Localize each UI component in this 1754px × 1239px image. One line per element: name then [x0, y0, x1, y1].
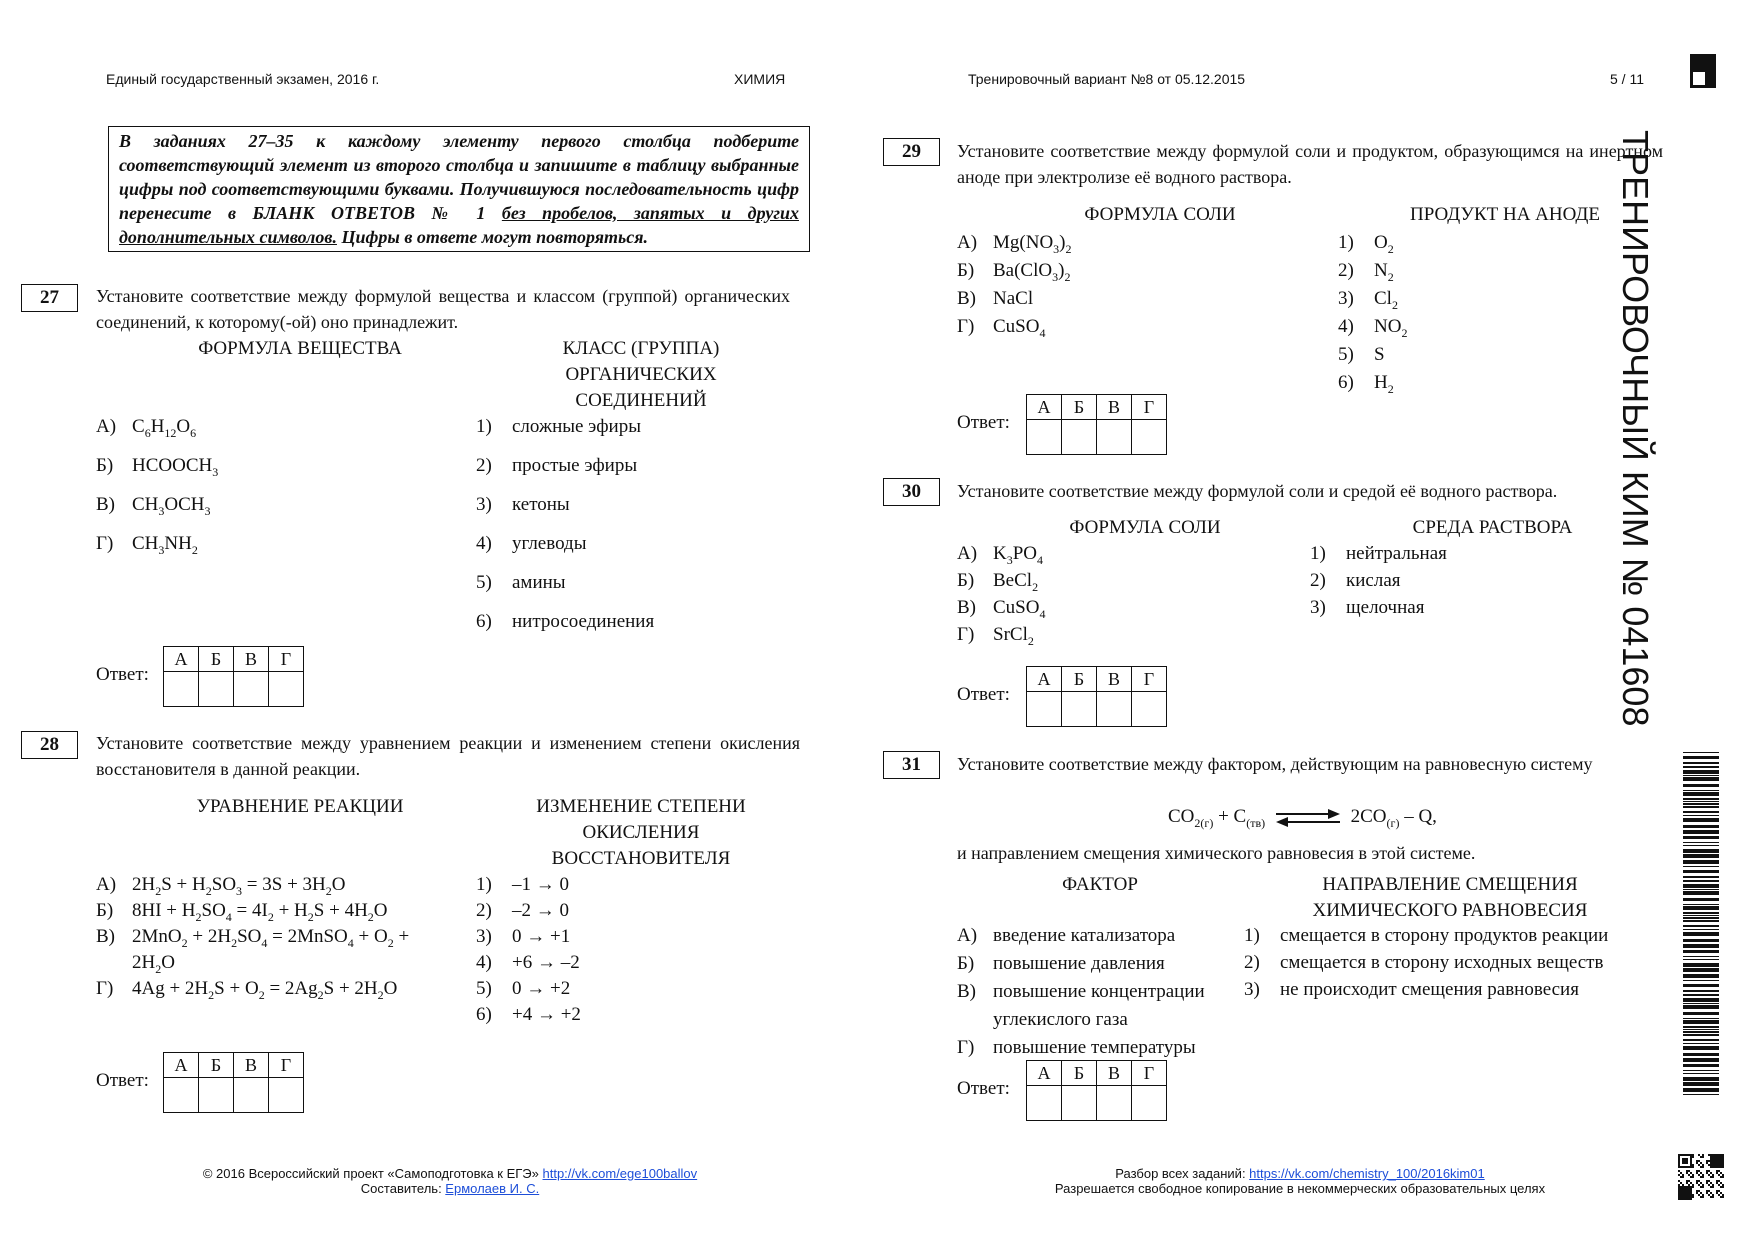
- right-option: [1244, 952, 1603, 974]
- option-key: 4): [476, 952, 492, 973]
- option-key: Г): [96, 978, 114, 999]
- right-option: [476, 572, 566, 594]
- task-29-answer-table: [1026, 394, 1167, 455]
- right-option: [1244, 979, 1579, 1001]
- left-option: [96, 494, 211, 519]
- option-value: нейтральная: [1346, 543, 1447, 564]
- task-30-text: Установите соответствие между формулой соли и средой её водного раствора.: [957, 481, 1558, 501]
- option-value: $HCOOCH_3$: [132, 455, 219, 479]
- answer-letter: А: [164, 647, 199, 672]
- option-key: 3): [476, 926, 492, 947]
- answer-cell[interactable]: [1062, 692, 1097, 727]
- right-option: [476, 978, 570, 1000]
- right-option: [476, 874, 569, 896]
- answer-letter: В: [1097, 395, 1132, 420]
- right-option: [476, 952, 580, 974]
- right-option: [1310, 570, 1401, 592]
- option-key: 4): [476, 533, 492, 554]
- task-29-number: 29: [883, 138, 940, 166]
- answer-cell[interactable]: [1132, 1086, 1167, 1121]
- footer-left: [130, 1166, 770, 1196]
- answer-letter: В: [1097, 667, 1132, 692]
- task-30-answer-label: Ответ:: [957, 684, 1010, 705]
- task-27-number: 27: [21, 284, 78, 312]
- option-value: $2MnO_2 + 2H_2SO_4$ = 2MnSO$_4$ + $O_2$ +: [132, 926, 410, 950]
- instructions-box: [108, 126, 810, 252]
- option-value: $H_2$: [1374, 372, 1394, 396]
- answer-letter: Г: [1132, 395, 1167, 420]
- right-option: [1244, 925, 1608, 947]
- footer-author-link[interactable]: Ермолаев И. С.: [445, 1181, 540, 1196]
- answer-cell[interactable]: [199, 672, 234, 707]
- task-31-answer-table: [1026, 1060, 1167, 1121]
- option-value: амины: [512, 572, 566, 593]
- answer-cell[interactable]: [1097, 692, 1132, 727]
- option-value: BeCl$_2$: [993, 570, 1039, 594]
- option-key: 6): [476, 611, 492, 632]
- left-option: [957, 1009, 1128, 1031]
- header-variant: Тренировочный вариант №8 от 05.12.2015: [968, 71, 1246, 87]
- option-value: смещается в сторону исходных веществ: [1280, 952, 1604, 973]
- right-option: [476, 926, 570, 948]
- option-value: кетоны: [512, 494, 570, 515]
- option-key: 3): [1338, 288, 1354, 309]
- left-option: [96, 952, 175, 977]
- option-value: CuSO$_4$: [993, 316, 1046, 340]
- answer-cell[interactable]: [269, 672, 304, 707]
- option-value: –2 → 0: [512, 900, 569, 921]
- answer-cell[interactable]: [1097, 1086, 1132, 1121]
- corner-marker-icon: [1690, 54, 1716, 88]
- task-28-answer-label: Ответ:: [96, 1070, 149, 1091]
- option-value: $NO_2$: [1374, 316, 1408, 340]
- option-value: $N_2$: [1374, 260, 1394, 284]
- right-option: [476, 1004, 581, 1026]
- left-option: [96, 926, 409, 951]
- option-key: 1): [1244, 925, 1260, 946]
- option-value: $K_3PO_4$: [993, 543, 1044, 567]
- task-31-text-2: и направлением смещения химического равновесия в этой системе.: [957, 843, 1476, 863]
- option-value: углеводы: [512, 533, 587, 554]
- left-option: [96, 455, 218, 480]
- footer-right: [1010, 1166, 1590, 1196]
- option-key: В): [957, 597, 976, 618]
- left-option: [96, 874, 346, 899]
- answer-letter: Б: [1062, 395, 1097, 420]
- option-value: $8HI + H_2SO_4 = 4I_2 + H_2S + 4H_2O$: [132, 900, 388, 924]
- option-key: 5): [476, 978, 492, 999]
- answer-letter: В: [234, 647, 269, 672]
- option-key: А): [96, 416, 117, 437]
- footer-author-text: Составитель:: [360, 1181, 446, 1196]
- left-option: [957, 1037, 1196, 1059]
- task-31-number: 31: [883, 751, 940, 779]
- option-value: –1 → 0: [512, 874, 569, 895]
- footer-project-text: © 2016 Всероссийский проект «Самоподготовка к ЕГЭ»: [202, 1166, 543, 1181]
- right-option: [476, 533, 586, 555]
- option-key: 5): [476, 572, 492, 593]
- task-31-equation: [1168, 806, 1437, 831]
- right-option: [476, 494, 570, 516]
- footer-analysis-text: Разбор всех заданий:: [1115, 1166, 1250, 1181]
- option-value: $CH_3OCH_3$: [132, 494, 211, 518]
- option-value: нитросоединения: [512, 611, 655, 632]
- vertical-variant-title: ТРЕНИРОВОЧНЫЙ КИМ № 041608: [1615, 130, 1656, 727]
- right-option: [476, 455, 637, 477]
- equation-products: $2CO_{(г)}$ – Q,: [1350, 806, 1437, 830]
- answer-letter: Б: [1062, 667, 1097, 692]
- task-31-text: Установите соответствие между фактором, действующим на равновесную систему: [957, 754, 1593, 774]
- option-key: Б): [957, 570, 975, 591]
- task-30-right-header: СРЕДА РАСТВОРА: [1412, 517, 1573, 538]
- left-option: [957, 232, 1072, 257]
- answer-cell[interactable]: [1062, 420, 1097, 455]
- option-key: Б): [957, 953, 975, 974]
- option-key: Б): [96, 900, 114, 921]
- right-option: [1310, 543, 1447, 565]
- option-value: сложные эфиры: [512, 416, 641, 437]
- right-option: [1338, 372, 1394, 397]
- answer-cell[interactable]: [1027, 420, 1062, 455]
- footer-project-link[interactable]: http://vk.com/ege100ballov: [542, 1166, 698, 1181]
- instructions-underlined: без пробелов, запятых и других дополнительных символов.: [119, 203, 799, 247]
- right-option: [1338, 232, 1394, 257]
- answer-cell[interactable]: [164, 672, 199, 707]
- left-option: [96, 416, 196, 441]
- left-option: [957, 543, 1043, 568]
- option-key: 1): [1338, 232, 1354, 253]
- task-27-right-header: КЛАСС (ГРУППА) ОРГАНИЧЕСКИХ СОЕДИНЕНИЙ: [562, 338, 720, 411]
- task-29-left-header: ФОРМУЛА СОЛИ: [1084, 204, 1236, 225]
- answer-letter: В: [1097, 1061, 1132, 1086]
- answer-cell[interactable]: [234, 672, 269, 707]
- footer-analysis-link[interactable]: https://vk.com/chemistry_100/2016kim01: [1249, 1166, 1485, 1181]
- task-28-number: 28: [21, 731, 78, 759]
- answer-cell[interactable]: [234, 1078, 269, 1113]
- task-28-left-header: УРАВНЕНИЕ РЕАКЦИИ: [196, 796, 404, 817]
- option-key: 3): [1244, 979, 1260, 1000]
- option-value: $4Ag + 2H_2S + O_2 = 2Ag_2S + 2H_2O$: [132, 978, 398, 1002]
- option-value: повышение давления: [993, 953, 1165, 974]
- right-option: [1338, 344, 1385, 366]
- answer-cell[interactable]: [164, 1078, 199, 1113]
- option-key: 2): [1244, 952, 1260, 973]
- answer-letter: А: [1027, 1061, 1062, 1086]
- option-value: NaCl: [993, 288, 1034, 309]
- option-value: $Ba(ClO_3)_2$: [993, 260, 1071, 284]
- option-value: SrCl$_2$: [993, 624, 1034, 648]
- task-28-answer-table: [163, 1052, 304, 1113]
- option-value: щелочная: [1346, 597, 1425, 618]
- task-30-left-header: ФОРМУЛА СОЛИ: [1069, 517, 1221, 538]
- option-key: А): [96, 874, 117, 895]
- footer-copyright-note: Разрешается свободное копирование в некоммерческих образовательных целях: [1054, 1181, 1546, 1196]
- option-value: $C_6H_{12}O_6$: [132, 416, 197, 440]
- option-key: Б): [96, 455, 114, 476]
- answer-letter: А: [1027, 395, 1062, 420]
- option-value: +6 → –2: [512, 952, 580, 973]
- option-value: $CH_3NH_2$: [132, 533, 198, 557]
- answer-letter: А: [1027, 667, 1062, 692]
- option-key: В): [957, 981, 976, 1002]
- answer-letter: Г: [1132, 667, 1167, 692]
- answer-letter: Б: [199, 647, 234, 672]
- option-value: повышение концентрации: [993, 981, 1205, 1002]
- task-29-answer-label: Ответ:: [957, 412, 1010, 433]
- answer-cell[interactable]: [199, 1078, 234, 1113]
- header-subject: ХИМИЯ: [734, 71, 786, 87]
- answer-letter: А: [164, 1053, 199, 1078]
- left-option: [957, 316, 1045, 341]
- option-value: повышение температуры: [993, 1037, 1196, 1058]
- left-option: [957, 288, 1033, 310]
- task-28-text: Установите соответствие между уравнением реакции и изменением степени окисления восстановителя в данной реакции.: [96, 733, 800, 779]
- option-key: Б): [957, 260, 975, 281]
- option-value: не происходит смещения равновесия: [1280, 979, 1579, 1000]
- task-29-text: Установите соответствие между формулой соли и продуктом, образующимся на инертном аноде при электролизе её водного раствора.: [957, 141, 1663, 187]
- answer-cell[interactable]: [1132, 420, 1167, 455]
- option-value: $O_2$: [1374, 232, 1394, 256]
- left-option: [957, 981, 1205, 1003]
- option-value: простые эфиры: [512, 455, 638, 476]
- barcode-icon: [1683, 752, 1719, 1100]
- option-key: 1): [476, 416, 492, 437]
- option-key: Г): [96, 533, 114, 554]
- option-key: 3): [1310, 597, 1326, 618]
- option-key: А): [957, 543, 978, 564]
- option-value: 0 → +1: [512, 926, 571, 947]
- answer-cell[interactable]: [1097, 420, 1132, 455]
- option-key: 1): [476, 874, 492, 895]
- left-option: [96, 533, 198, 558]
- task-27-left-header: ФОРМУЛА ВЕЩЕСТВА: [198, 338, 402, 359]
- option-key: Г): [957, 624, 975, 645]
- answer-letter: Г: [1132, 1061, 1167, 1086]
- left-option: [957, 953, 1165, 975]
- option-key: 1): [1310, 543, 1326, 564]
- option-key: В): [96, 926, 115, 947]
- task-28-right-header: ИЗМЕНЕНИЕ СТЕПЕНИ ОКИСЛЕНИЯ ВОССТАНОВИТЕЛЯ: [536, 796, 746, 869]
- option-key: 3): [476, 494, 492, 515]
- option-value: кислая: [1346, 570, 1401, 591]
- header-exam-title: Единый государственный экзамен, 2016 г.: [106, 71, 380, 87]
- option-key: 4): [1338, 316, 1354, 337]
- option-key: 6): [1338, 372, 1354, 393]
- option-value: углекислого газа: [993, 1009, 1128, 1030]
- right-option: [1338, 288, 1398, 313]
- option-key: 2): [476, 900, 492, 921]
- option-key: 2): [476, 455, 492, 476]
- left-option: [957, 925, 1175, 947]
- answer-cell[interactable]: [1027, 692, 1062, 727]
- task-27-answer-label: Ответ:: [96, 664, 149, 685]
- answer-letter: В: [234, 1053, 269, 1078]
- option-key: В): [957, 288, 976, 309]
- header-page-number: 5 / 11: [1610, 71, 1644, 87]
- answer-cell[interactable]: [1027, 1086, 1062, 1121]
- right-option: [476, 900, 569, 922]
- option-value: CuSO$_4$: [993, 597, 1046, 621]
- option-value: S: [1374, 344, 1385, 365]
- option-key: А): [957, 232, 978, 253]
- answer-letter: Г: [269, 647, 304, 672]
- qr-code-icon: [1678, 1154, 1724, 1200]
- right-option: [476, 611, 654, 633]
- option-value: смещается в сторону продуктов реакции: [1280, 925, 1609, 946]
- option-key: Г): [957, 1037, 975, 1058]
- option-key: В): [96, 494, 115, 515]
- answer-cell[interactable]: [1132, 692, 1167, 727]
- task-30-answer-table: [1026, 666, 1167, 727]
- option-value: $2H_2S + H_2SO_3 = 3S + 3H_2O$: [132, 874, 346, 898]
- right-option: [476, 416, 641, 438]
- answer-cell[interactable]: [269, 1078, 304, 1113]
- option-value: $Mg(NO_3)_2$: [993, 232, 1072, 256]
- option-value: введение катализатора: [993, 925, 1176, 946]
- right-option: [1310, 597, 1424, 619]
- left-option: [957, 597, 1045, 622]
- option-value: +4 → +2: [512, 1004, 581, 1025]
- instructions-text-end: Цифры в ответе могут повторяться.: [336, 227, 649, 247]
- option-key: Г): [957, 316, 975, 337]
- equilibrium-arrow-icon: [1274, 808, 1342, 828]
- task-31-right-header: НАПРАВЛЕНИЕ СМЕЩЕНИЯ ХИМИЧЕСКОГО РАВНОВЕСИЯ: [1312, 874, 1588, 921]
- option-key: 2): [1338, 260, 1354, 281]
- task-31-answer-label: Ответ:: [957, 1078, 1010, 1099]
- task-31-left-header: ФАКТОР: [1062, 874, 1138, 895]
- left-option: [957, 260, 1070, 285]
- option-key: 6): [476, 1004, 492, 1025]
- left-option: [957, 624, 1034, 649]
- instructions-text: В заданиях 27–35 к каждому элементу первого столбца подберите соответствующий элемент из второго столбца и запишите в таблицу выбранные цифры под соответствующими буквами. Получившуюся последовательность цифр перенесите в БЛАНК ОТВЕТОВ № 1: [119, 131, 799, 223]
- task-30-number: 30: [883, 478, 940, 506]
- option-key: 5): [1338, 344, 1354, 365]
- task-27-text: Установите соответствие между формулой вещества и классом (группой) органических соединений, к которому(-ой) оно принадлежит.: [96, 286, 790, 332]
- right-option: [1338, 260, 1394, 285]
- option-value: $Cl_2$: [1374, 288, 1398, 312]
- answer-letter: Б: [199, 1053, 234, 1078]
- left-option: [96, 900, 388, 925]
- option-value: 0 → +2: [512, 978, 571, 999]
- answer-letter: Б: [1062, 1061, 1097, 1086]
- left-option: [957, 570, 1038, 595]
- answer-letter: Г: [269, 1053, 304, 1078]
- task-27-answer-table: [163, 646, 304, 707]
- option-value: $2H_2O$: [132, 952, 175, 976]
- task-29-right-header: ПРОДУКТ НА АНОДЕ: [1410, 204, 1600, 225]
- left-option: [96, 978, 397, 1003]
- right-option: [1338, 316, 1407, 341]
- option-key: А): [957, 925, 978, 946]
- equation-reactants: $CO_{2(г)} + C_{(тв)}$: [1168, 806, 1266, 830]
- option-key: 2): [1310, 570, 1326, 591]
- answer-cell[interactable]: [1062, 1086, 1097, 1121]
